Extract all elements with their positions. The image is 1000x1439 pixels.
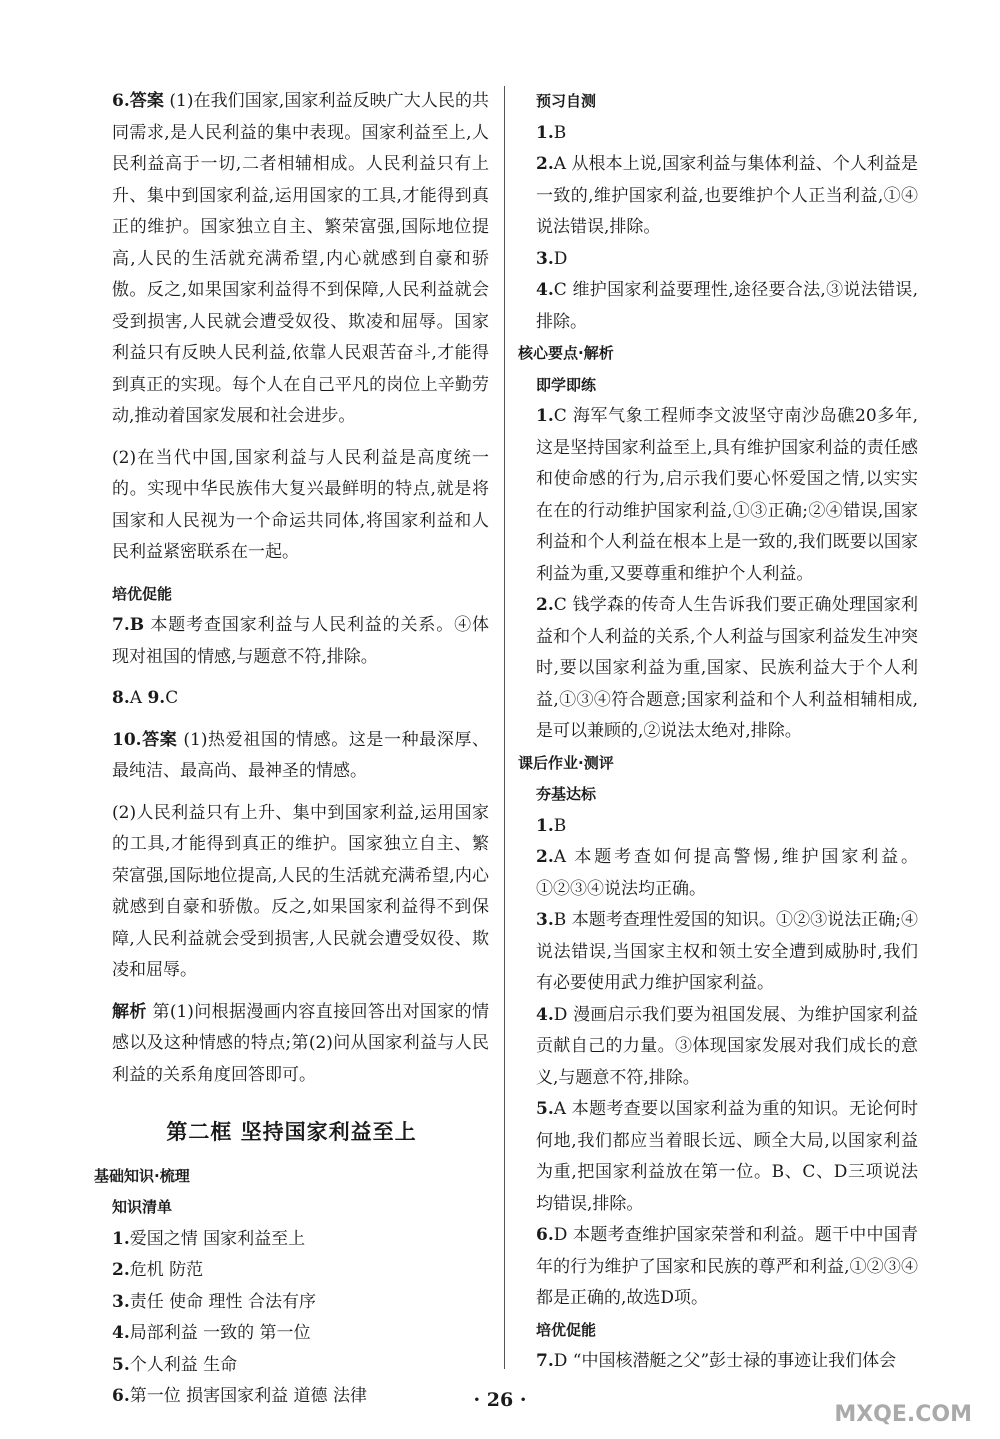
- list-item: 1.爱国之情 国家利益至上: [112, 1228, 306, 1249]
- section-heading-jichu: 基础知识·梳理: [94, 1166, 190, 1185]
- list-item: 2.危机 防范: [112, 1260, 204, 1280]
- answer-label: 答案: [129, 91, 164, 111]
- page-number: · 26 ·: [473, 1389, 527, 1411]
- list-item: 3.责任 使命 理性 合法有序: [112, 1291, 316, 1312]
- answer-item: 3.D: [536, 248, 568, 269]
- list-item: 6.第一位 损害国家利益 道德 法律: [112, 1386, 367, 1406]
- q6-para2: (2)在当代中国,国家利益与人民利益是高度统一的。实现中华民族伟大复兴最鲜明的特点,就是将国家和人民视为一个命运共同体,将国家利益和人民利益紧密联系在一起。: [112, 447, 489, 562]
- watermark-logo: MXQE.COM: [834, 1402, 972, 1427]
- answer-item: 6.D 本题考查维护国家荣誉和利益。题干中中国青年的行为维护了国家和民族的尊严和利益,①②③④都是正确的,故选D项。: [536, 1225, 919, 1308]
- column-divider: [504, 86, 505, 1369]
- section-heading-peiyou: 培优促能: [536, 1320, 597, 1339]
- answer-item: 4.C 维护国家利益要理性,途径要合法,③说法错误,排除。: [536, 280, 919, 332]
- answer-item: 2.A 本题考查如何提高警惕,维护国家利益。①②③④说法均正确。: [536, 847, 919, 899]
- section-heading-hexin: 核心要点·解析: [518, 344, 614, 362]
- answer-item: 1.C 海军气象工程师李文波坚守南沙岛礁20多年,这是坚持国家利益至上,具有维护国家利益的责任感和使命感的行为,启示我们要心怀爱国之情,以实实在在的行动维护国家利益,①③正确;②④错误,国家利益和个人利益在根本上是一致的,我们既要以国家利益为重,又要尊重和维护个人利益。: [536, 406, 918, 584]
- answer-item: 4.D 漫画启示我们要为祖国发展、为维护国家利益贡献自己的力量。③体现国家发展对我们成长的意义,与题意不符,排除。: [536, 1004, 919, 1088]
- q10-para1: 10.答案 (1)热爱祖国的情感。这是一种最深厚、最纯洁、最高尚、最神圣的情感。: [112, 729, 489, 781]
- answer-item: 3.B 本题考查理性爱国的知识。①②③说法正确;④说法错误,当国家主权和领土安全遭到威胁时,我们有必要使用武力维护国家利益。: [536, 910, 918, 993]
- answer-item: 1.B: [536, 815, 567, 836]
- section-heading-peiyou: 培优促能: [112, 584, 173, 603]
- answer-item: 2.A 从根本上说,国家利益与集体利益、个人利益是一致的,维护国家利益,也要维护个人正当利益,①④说法错误,排除。: [536, 154, 919, 237]
- q10-jiexi: 解析 第(1)问根据漫画内容直接回答出对国家的情感以及这种情感的特点;第(2)问从国家利益与人民利益的关系角度回答即可。: [112, 1001, 489, 1085]
- left-column: [94, 86, 489, 1413]
- answer-item: 1.B: [536, 122, 567, 143]
- list-item: 4.局部利益 一致的 第一位: [112, 1323, 311, 1343]
- q6-para1: 6.答案 (1)在我们国家,国家利益反映广大人民的共同需求,是人民利益的集中表现。国家利益至上,人民利益高于一切,二者相辅相成。人民利益只有上升、集中到国家利益,运用国家的工具,才能得到真正的维护。国家独立自主、繁荣富强,国际地位提高,人民的生活就充满希望,内心就感到自豪和骄傲。反之,如果国家利益得不到保障,人民利益就会受到损害,人民就会遭受奴役、欺凌和屈辱。国家利益只有反映人民利益,依靠人民艰苦奋斗,才能得到真正的实现。每个人在自己平凡的岗位上辛勤劳动,推动着国家发展和社会进步。: [112, 91, 490, 426]
- section-heading-jixue: 即学即练: [536, 375, 597, 394]
- q10-para2: (2)人民利益只有上升、集中到国家利益,运用国家的工具,才能得到真正的维护。国家独立自主、繁荣富强,国际地位提高,人民的生活就充满希望,内心就感到自豪和骄傲。反之,如果国家利益得不到保障,人民利益就会受到损害,人民就会遭受奴役、欺凌和屈辱。: [112, 802, 489, 980]
- answer-item: 5.A 本题考查要以国家利益为重的知识。无论何时何地,我们都应当着眼长远、顾全大局,以国家利益为重,把国家利益放在第一位。B、C、D三项说法均错误,排除。: [536, 1099, 918, 1214]
- section-heading-zhishi: 知识清单: [112, 1198, 173, 1216]
- answer-item: 7.D “中国核潜艇之父”彭士禄的事迹让我们体会: [536, 1351, 897, 1371]
- q8-9-answers: 8.A 9.C: [112, 688, 179, 708]
- q7-answer: 7.B 本题考查国家利益与人民利益的关系。④体现对祖国的情感,与题意不符,排除。: [112, 615, 490, 667]
- answer-item: 2.C 钱学森的传奇人生告诉我们要正确处理国家利益和个人利益的关系,个人利益与国家利益发生冲突时,要以国家利益为重,国家、民族利益大于个人利益,①③④符合题意;国家利益和个人利益相辅相成,是可以兼顾的,②说法太绝对,排除。: [536, 595, 919, 741]
- list-item: 5.个人利益 生命: [112, 1354, 238, 1375]
- section-heading-kehou: 课后作业·测评: [518, 753, 614, 772]
- right-column: [518, 86, 918, 1378]
- section-heading-yuxi: 预习自测: [536, 92, 597, 110]
- section-heading-hangji: 夯基达标: [536, 785, 597, 803]
- section-title: 第二框 坚持国家利益至上: [166, 1120, 417, 1144]
